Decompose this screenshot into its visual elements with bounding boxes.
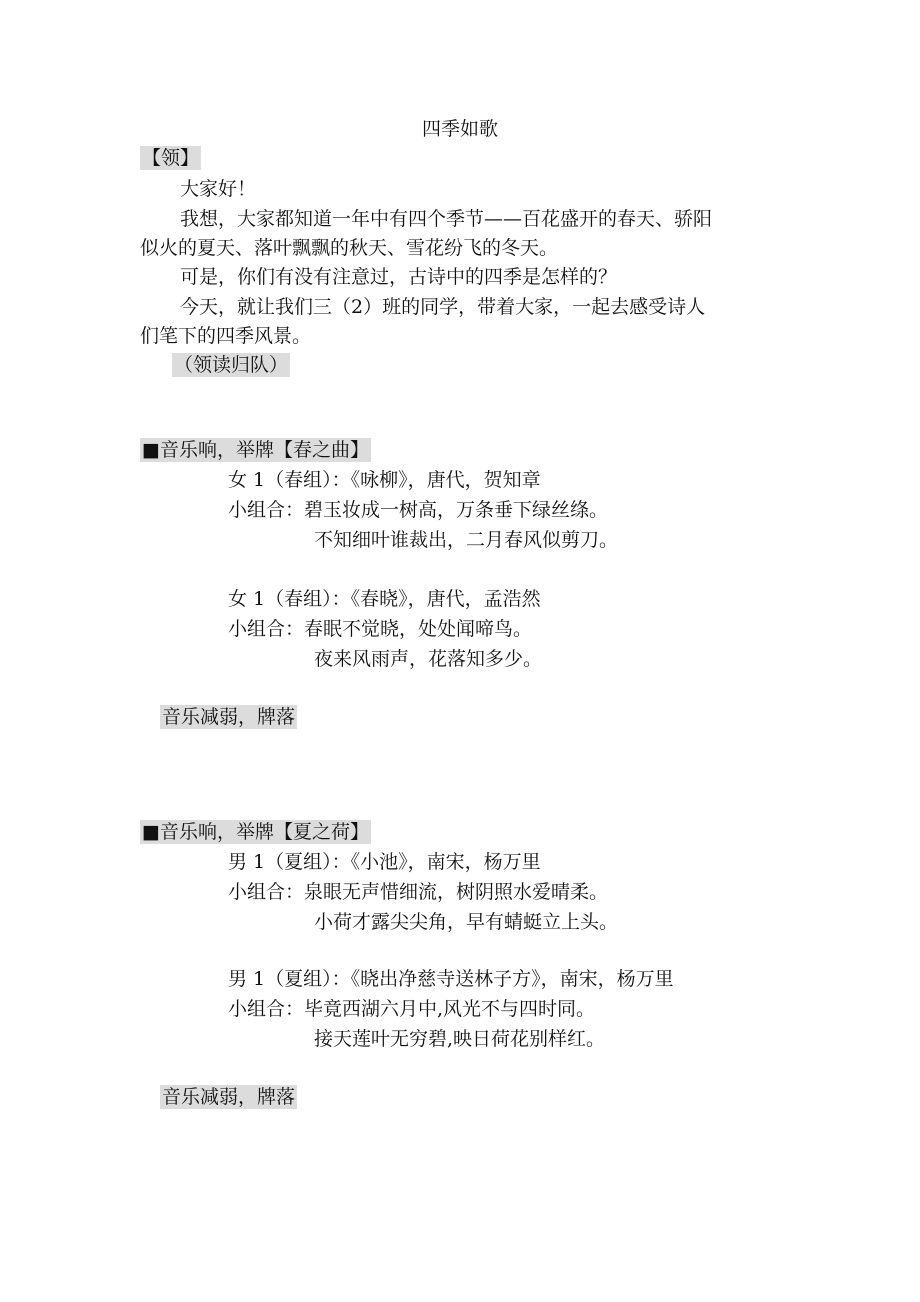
- summer-poem-2-intro: 男 1（夏组）：《晓出净慈寺送林子方》，南宋，杨万里: [228, 968, 674, 990]
- spring-header-text: ■音乐响，举牌【春之曲】: [142, 439, 369, 461]
- summer-header-text: ■音乐响，举牌【夏之荷】: [142, 821, 369, 843]
- spring-section-header: [140, 437, 371, 463]
- lead-tag: 【领】: [142, 147, 200, 169]
- spring-poem-2-intro: 女 1（春组）：《春晓》，唐代，孟浩然: [228, 588, 541, 610]
- intro-paragraph-1-line-1: 我想，大家都知道一年中有四个季节——百花盛开的春天、骄阳: [180, 208, 713, 230]
- summer-section-header: [140, 819, 371, 845]
- intro-paragraph-3-line-2: 们笔下的四季风景。: [140, 325, 312, 347]
- page-title: 四季如歌: [421, 118, 498, 140]
- lead-section-tag: [140, 145, 201, 171]
- spring-poem-1-line-2: 不知细叶谁裁出，二月春风似剪刀。: [314, 529, 619, 551]
- spring-poem-2-line-1: 小组合：春眠不觉晓，处处闻啼鸟。: [228, 618, 533, 640]
- greeting: 大家好！: [180, 178, 257, 200]
- intro-paragraph-1-line-2: 似火的夏天、落叶飘飘的秋天、雪花纷飞的冬天。: [140, 237, 559, 259]
- spring-poem-1-intro: 女 1（春组）：《咏柳》，唐代，贺知章: [228, 469, 541, 491]
- intro-paragraph-2: 可是，你们有没有注意过，古诗中的四季是怎样的？: [180, 266, 618, 288]
- spring-poem-2-line-2: 夜来风雨声，花落知多少。: [314, 648, 543, 670]
- spring-outro-text: 音乐减弱，牌落: [162, 706, 296, 728]
- summer-poem-1-line-2: 小荷才露尖尖角，早有蜻蜓立上头。: [314, 911, 619, 933]
- summer-poem-1-line-1: 小组合：泉眼无声惜细流，树阴照水爱晴柔。: [228, 881, 609, 903]
- summer-outro: [160, 1084, 297, 1110]
- spring-outro: [160, 704, 297, 730]
- lead-stage-note: [172, 352, 290, 378]
- summer-poem-2-line-2: 接天莲叶无穷碧,映日荷花别样红。: [314, 1028, 606, 1050]
- summer-poem-2-line-1: 小组合：毕竟西湖六月中,风光不与四时同。: [228, 998, 596, 1020]
- stage-note-text: （领读归队）: [174, 354, 289, 376]
- summer-poem-1-intro: 男 1（夏组）：《小池》，南宋，杨万里: [228, 851, 541, 873]
- intro-paragraph-3-line-1: 今天，就让我们三（2）班的同学，带着大家，一起去感受诗人: [180, 296, 706, 318]
- summer-outro-text: 音乐减弱，牌落: [162, 1086, 296, 1108]
- spring-poem-1-line-1: 小组合：碧玉妆成一树高，万条垂下绿丝绦。: [228, 499, 609, 521]
